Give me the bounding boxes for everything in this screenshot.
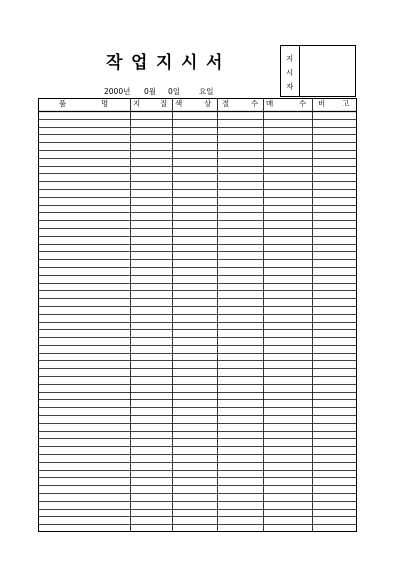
header-char: 수 [299, 99, 307, 108]
date-day: 0일 [168, 87, 181, 96]
header-char: 명 [101, 99, 109, 108]
header-char: 색 [175, 99, 183, 108]
header-char: 매 [266, 99, 274, 108]
header-sheets [263, 98, 312, 110]
header-remarks [312, 98, 357, 110]
table-grid-lines [38, 98, 357, 532]
header-char: 고 [342, 99, 350, 108]
header-material [130, 98, 172, 110]
work-order-table [38, 98, 357, 532]
signature-area[interactable] [300, 46, 355, 96]
header-char: 수 [251, 99, 259, 108]
header-char: 지 [133, 99, 141, 108]
date-line [104, 86, 254, 98]
title-char: 작 [106, 53, 125, 73]
title-char: 시 [181, 53, 200, 73]
header-qty [217, 98, 263, 110]
approval-label-char: 자 [286, 82, 294, 91]
approval-label [281, 46, 300, 96]
document-title [96, 48, 226, 73]
approval-box [280, 45, 356, 97]
title-char: 서 [206, 53, 225, 73]
header-char: 품 [59, 99, 67, 108]
date-weekday: 요일 [199, 87, 214, 96]
table-border [39, 99, 357, 532]
header-char: 비 [318, 99, 326, 108]
header-color [172, 98, 217, 110]
header-char: 절 [222, 99, 230, 108]
approval-label-char: 지 [286, 54, 294, 63]
approval-label-char: 시 [286, 68, 294, 77]
header-product [38, 98, 130, 110]
date-month: 0월 [144, 87, 157, 96]
title-char: 업 [131, 53, 150, 73]
header-char: 상 [204, 99, 212, 108]
title-char: 지 [156, 53, 175, 73]
header-char: 질 [160, 99, 168, 108]
date-year: 2000년 [104, 87, 131, 96]
